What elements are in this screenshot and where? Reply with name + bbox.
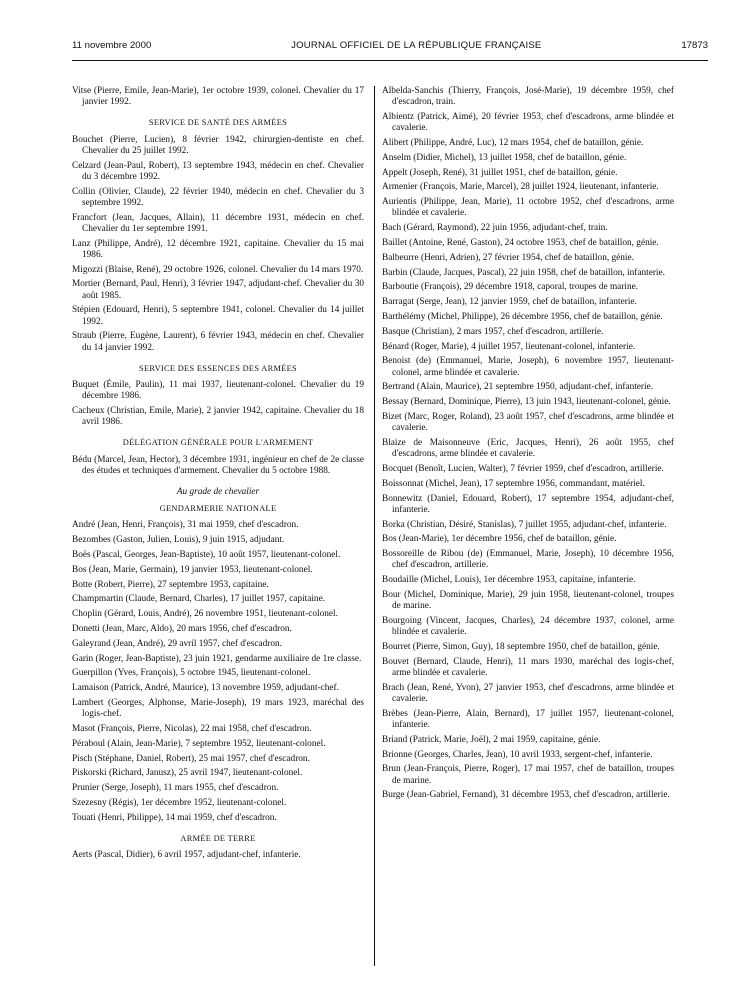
list-item: Szezesny (Régis), 1er décembre 1952, lieutenant-colonel.	[72, 797, 287, 808]
list-item: Piskorski (Richard, Janusz), 25 avril 1947, lieutenant-colonel.	[72, 768, 303, 779]
list-item: Alibert (Philippe, André, Luc), 12 mars 1954, chef de bataillon, génie.	[382, 138, 644, 148]
list-item: Choplin (Gérard, Louis, André), 26 novembre 1951, lieutenant-colonel.	[72, 609, 338, 620]
columns	[72, 86, 708, 990]
list-item: Bessay (Bernard, Dominique, Pierre), 13 juin 1943, lieutenant-colonel, génie.	[382, 397, 671, 408]
list-item: Burge (Jean-Gabriel, Fernand), 31 décembre 1953, chef d'escadron, artillerie.	[382, 790, 670, 801]
list-item: Champmartin (Claude, Bernard, Charles), 17 juillet 1957, capitaine.	[72, 594, 326, 605]
list-item: Collin (Olivier, Claude), 22 février 1940, médecin en chef. Chevalier du 3 septembre 1992.	[72, 186, 364, 208]
list-item: Brèbes (Jean-Pierre, Alain, Bernard), 17 juillet 1957, lieutenant-colonel, infanterie.	[382, 708, 674, 730]
list-item: Lambert (Georges, Alphonse, Marie-Joseph), 19 mars 1923, maréchal des logis-chef.	[72, 698, 364, 720]
list-item: André (Jean, Henri, François), 31 mai 1959, chef d'escadron.	[72, 520, 299, 531]
list-item: Appelt (Joseph, René), 31 juillet 1951, chef de bataillon, génie.	[382, 167, 618, 178]
list-item: Péraboul (Alain, Jean-Marie), 7 septembre 1952, lieutenant-colonel.	[72, 738, 326, 749]
list-item: Boissonnat (Michel, Jean), 17 septembre 1956, commandant, matériel.	[382, 478, 645, 489]
list-item: Cacheux (Christian, Emile, Marie), 2 janvier 1942, capitaine. Chevalier du 18 avril 1986.	[72, 406, 364, 428]
list-item: Francfort (Jean, Jacques, Allain), 11 décembre 1931, médecin en chef. Chevalier du 1er septembre 1991.	[72, 212, 364, 234]
list-item: Barbin (Claude, Jacques, Pascal), 22 juin 1958, chef de bataillon, infanterie.	[382, 267, 665, 278]
list-item: Blaize de Maisonneuve (Eric, Jacques, Henri), 26 août 1955, chef d'escadrons, arme blindée et cavalerie.	[382, 437, 674, 460]
section-heading: DÉLÉGATION GÉNÉRALE POUR L'ARMEMENT	[122, 438, 314, 448]
list-item: Bour (Michel, Dominique, Marie), 29 juin 1958, lieutenant-colonel, troupes de marine.	[382, 589, 674, 612]
list-item: Balbeurre (Henri, Adrien), 27 février 1954, chef de bataillon, génie.	[382, 252, 634, 263]
list-item: Bos (Jean, Marie, Germain), 19 janvier 1953, lieutenant-colonel.	[72, 564, 313, 575]
list-item: Bertrand (Alain, Maurice), 21 septembre 1950, adjudant-chef, infanterie.	[382, 382, 654, 393]
list-item: Garin (Roger, Jean-Baptiste), 23 juin 1921, gendarme auxiliaire de 1re classe.	[72, 653, 362, 664]
list-item: Anselm (Didier, Michel), 13 juillet 1958, chef de bataillon, génie.	[382, 152, 627, 163]
header-date: 11 novembre 2000	[72, 40, 152, 51]
list-item: Touati (Henri, Philippe), 14 mai 1959, chef d'escadron.	[72, 812, 277, 823]
list-item: Mortier (Bernard, Paul, Henri), 3 février 1947, adjudant-chef. Chevalier du 30 août 1985.	[72, 279, 364, 301]
section-heading: GENDARMERIE NATIONALE	[159, 504, 277, 514]
list-item: Briand (Patrick, Marie, Joël), 2 mai 1959, capitaine, génie.	[382, 734, 601, 745]
list-item: Bizet (Marc, Roger, Roland), 23 août 1957, chef d'escadrons, arme blindée et cavalerie.	[382, 411, 674, 434]
list-item: Masot (François, Pierre, Nicolas), 22 mai 1958, chef d'escadron.	[72, 724, 312, 734]
list-item: Brionne (Georges, Charles, Jean), 10 avril 1933, sergent-chef, infanterie.	[382, 749, 653, 760]
header-page-number: 17873	[681, 40, 708, 51]
list-item: Migozzi (Blaise, René), 29 octobre 1926, colonel. Chevalier du 14 mars 1970.	[72, 264, 364, 275]
list-item: Baillet (Antoine, René, Gaston), 24 octobre 1953, chef de bataillon, génie.	[382, 237, 659, 248]
list-item: Armenier (François, Marie, Marcel), 28 juillet 1924, lieutenant, infanterie.	[382, 182, 659, 193]
list-item: Benoist (de) (Emmanuel, Marie, Joseph), 6 novembre 1957, lieutenant-colonel, arme blindée et cavalerie.	[382, 356, 674, 378]
list-item: Brach (Jean, René, Yvon), 27 janvier 1953, chef d'escadrons, arme blindée et cavalerie.	[382, 682, 674, 704]
section-heading: SERVICE DES ESSENCES DES ARMÉES	[138, 363, 297, 373]
list-item: Bach (Gérard, Raymond), 22 juin 1956, adjudant-chef, train.	[382, 223, 608, 234]
list-item: Bouchet (Pierre, Lucien), 8 février 1942, chirurgien-dentiste en chef. Chevalier du 25 juillet 1992.	[72, 134, 364, 156]
page-header	[72, 40, 708, 56]
list-item: Barboutie (François), 29 décembre 1918, caporal, troupes de marine.	[382, 282, 639, 293]
list-item: Albelda-Sanchis (Thierry, François, José-Marie), 19 décembre 1959, chef d'escadron, train.	[382, 86, 674, 108]
list-item: Boës (Pascal, Georges, Jean-Baptiste), 10 août 1957, lieutenant-colonel.	[72, 550, 341, 561]
list-item: Bédu (Marcel, Jean, Hector), 3 décembre 1931, ingénieur en chef de 2e classe des études et techniques d'armement. Chevalier du 5 octobre 1988.	[72, 454, 364, 476]
list-item: Aerts (Pascal, Didier), 6 avril 1957, adjudant-chef, infanterie.	[72, 850, 301, 861]
list-item: Pisch (Stéphane, Daniel, Robert), 25 mai 1957, chef d'escadron.	[72, 753, 310, 764]
list-item: Bouvet (Bernard, Claude, Henri), 11 mars 1930, maréchal des logis-chef, arme blindée et cavalerie.	[382, 656, 674, 678]
list-item: Bonnewitz (Daniel, Edouard, Robert), 17 septembre 1954, adjudant-chef, infanterie.	[382, 493, 674, 515]
list-item: Vitse (Pierre, Emile, Jean-Marie), 1er octobre 1939, colonel. Chevalier du 17 janvier 1992.	[72, 86, 364, 108]
header-title: JOURNAL OFFICIEL DE LA RÉPUBLIQUE FRANÇAISE	[291, 40, 542, 51]
list-item: Stépien (Edouard, Henri), 5 septembre 1941, colonel. Chevalier du 14 juillet 1992.	[72, 305, 364, 327]
list-item: Botte (Robert, Pierre), 27 septembre 1953, capitaine.	[72, 579, 269, 590]
list-item: Boudaille (Michel, Louis), 1er décembre 1953, capitaine, infanterie.	[382, 575, 636, 586]
list-item: Bocquet (Benoît, Lucien, Walter), 7 février 1959, chef d'escadron, artillerie.	[382, 463, 664, 474]
grade-heading: Au grade de chevalier	[176, 487, 260, 498]
list-item: Bourgoing (Vincent, Jacques, Charles), 24 décembre 1937, colonel, arme blindée et cavalerie.	[382, 615, 674, 638]
list-item: Straub (Pierre, Eugène, Laurent), 6 février 1943, médecin en chef. Chevalier du 14 janvier 1992.	[72, 331, 364, 353]
section-heading: SERVICE DE SANTÉ DES ARMÉES	[148, 118, 288, 128]
list-item: Galeyrand (Jean, André), 29 avril 1957, chef d'escadron.	[72, 638, 283, 649]
list-item: Bénard (Roger, Marie), 4 juillet 1957, lieutenant-colonel, infanterie.	[382, 341, 636, 352]
list-item: Guerpillon (Yves, François), 5 octobre 1945, lieutenant-colonel.	[72, 668, 311, 679]
list-item: Borka (Christian, Désiré, Stanislas), 7 juillet 1955, adjudant-chef, infanterie.	[382, 519, 667, 530]
list-item: Lamaison (Patrick, André, Maurice), 13 novembre 1959, adjudant-chef.	[72, 683, 339, 694]
list-item: Bezombes (Gaston, Julien, Louis), 9 juin 1915, adjudant.	[72, 535, 285, 546]
section-heading: ARMÉE DE TERRE	[180, 833, 256, 843]
right-column	[382, 86, 674, 805]
list-item: Buquet (Émile, Paulin), 11 mai 1937, lieutenant-colonel. Chevalier du 19 décembre 1986.	[72, 380, 364, 402]
list-item: Prunier (Serge, Joseph), 11 mars 1955, chef d'escadron.	[72, 783, 279, 794]
list-item: Lanz (Philippe, André), 12 décembre 1921, capitaine. Chevalier du 15 mai 1986.	[72, 238, 364, 260]
list-item: Barthélémy (Michel, Philippe), 26 décembre 1956, chef de bataillon, génie.	[382, 311, 663, 322]
list-item: Bossoreille de Ribou (de) (Emmanuel, Marie, Joseph), 10 décembre 1956, chef d'escadron, artillerie.	[382, 549, 674, 571]
list-item: Donetti (Jean, Marc, Aldo), 20 mars 1956, chef d'escadron.	[72, 624, 292, 635]
list-item: Barragat (Serge, Jean), 12 janvier 1959, chef de bataillon, infanterie.	[382, 297, 637, 308]
list-item: Celzard (Jean-Paul, Robert), 13 septembre 1943, médecin en chef. Chevalier du 3 décembre 1992.	[72, 160, 364, 182]
list-item: Brun (Jean-François, Pierre, Roger), 17 mai 1957, chef de bataillon, troupes de marine.	[382, 764, 674, 786]
list-item: Aurientis (Philippe, Jean, Marie), 11 octobre 1952, chef d'escadrons, arme blindée et cavalerie.	[382, 197, 674, 219]
header-rule	[72, 60, 708, 61]
list-item: Bos (Jean-Marie), 1er décembre 1956, chef de bataillon, génie.	[382, 534, 617, 545]
list-item: Albientz (Patrick, Aimé), 20 février 1953, chef d'escadrons, arme blindée et cavalerie.	[382, 112, 674, 134]
list-item: Bourret (Pierre, Simon, Guy), 18 septembre 1950, chef de bataillon, génie.	[382, 641, 660, 652]
list-item: Basque (Christian), 2 mars 1957, chef d'escadron, artillerie.	[382, 326, 604, 337]
left-column	[72, 86, 364, 865]
